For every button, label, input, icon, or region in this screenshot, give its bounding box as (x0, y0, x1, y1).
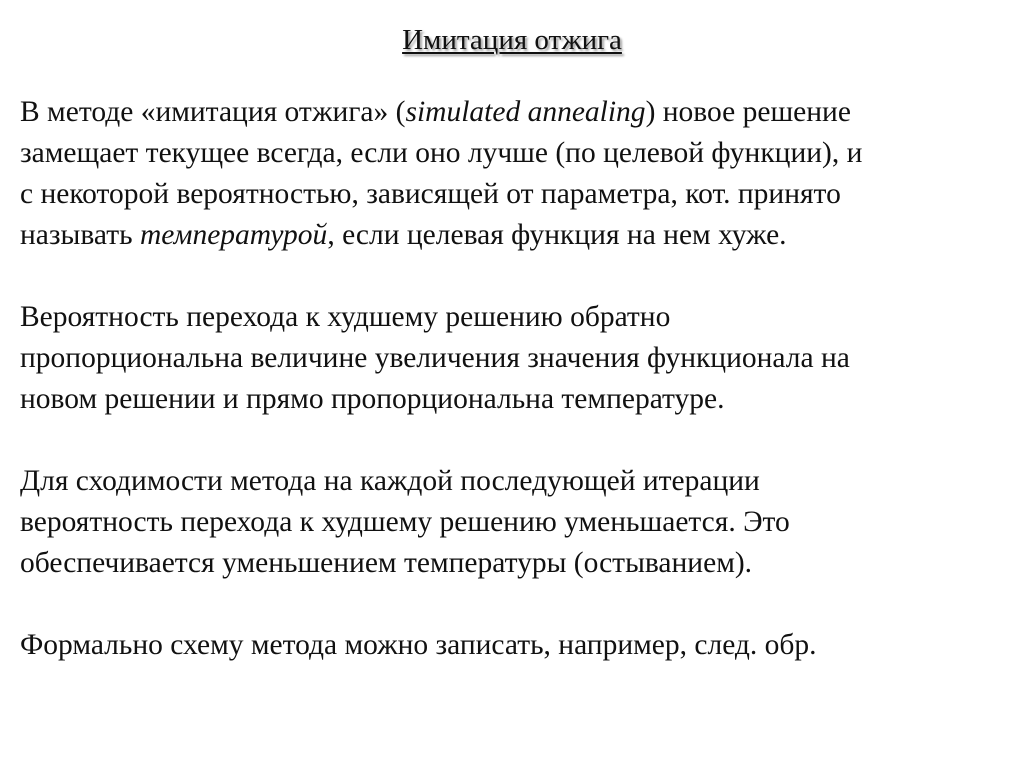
slide-title: Имитация отжига (402, 24, 622, 56)
paragraph-convergence (20, 461, 1020, 584)
slide-body (20, 92, 1020, 666)
text-line (20, 92, 1020, 133)
text-line: обеспечивается уменьшением температуры (остыванием). (20, 547, 753, 579)
text: ) новое решение (645, 96, 851, 128)
text-line: замещает текущее всегда, если оно лучше (по целевой функции), и (20, 137, 863, 169)
text-line (20, 215, 1020, 256)
text: называть (20, 219, 140, 251)
text: В методе «имитация отжига» ( (20, 96, 406, 128)
text-line: вероятность перехода к худшему решению уменьшается. Это (20, 506, 790, 538)
text-line: Вероятность перехода к худшему решению обратно (20, 301, 671, 333)
text: , если целевая функция на нем хуже. (327, 219, 787, 251)
paragraph-probability (20, 297, 1020, 420)
text-line: с некоторой вероятностью, зависящей от параметра, кот. принято (20, 178, 841, 210)
paragraph-definition (20, 92, 1020, 256)
paragraph-formal (20, 625, 1020, 666)
italic-term: температурой (139, 219, 328, 251)
text-line: Формально схему метода можно записать, например, след. обр. (20, 629, 817, 661)
text-line: Для сходимости метода на каждой последующей итерации (20, 465, 760, 497)
text-line: новом решении и прямо пропорциональна температуре. (20, 383, 725, 415)
text-line: пропорциональна величине увеличения значения функционала на (20, 342, 850, 374)
italic-term: simulated annealing (405, 96, 646, 128)
